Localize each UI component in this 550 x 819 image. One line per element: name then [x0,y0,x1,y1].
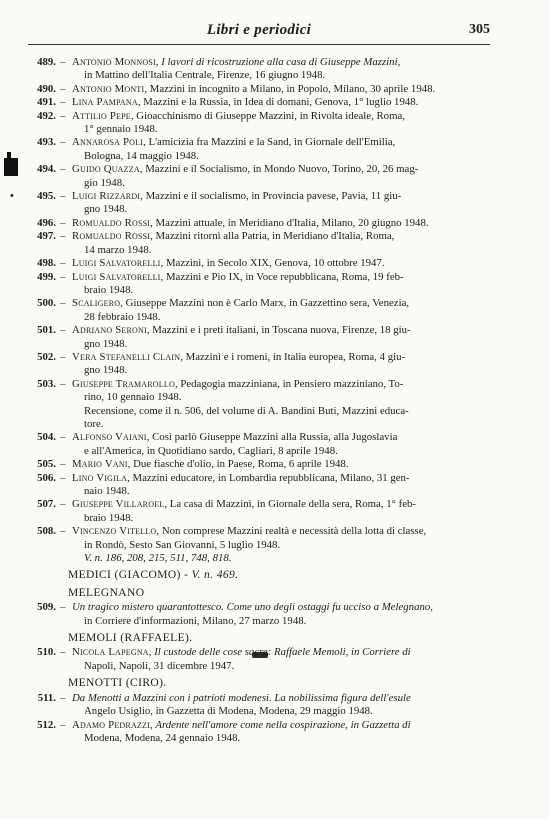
entry-511: 511. – Da Menotti a Mazzini con i patrioti modenesi. La nobilissima figura dell'esule Angelo Usiglio, in Gazzetta di Modena, Modena, 29 maggio 1948. [22,692,492,719]
entry-490: 490. – Antonio Monti, Mazzini in incognito a Milano, in Popolo, Milano, 30 aprile 1948. [22,83,492,96]
bibliography-list [10,56,492,745]
entry-number: 503. [37,377,56,390]
entry-508: 508. – Vincenzo Vitello, Non comprese Mazzini realtà e necessità della lotta di classe, in Rondò, Sesto San Giovanni, 5 luglio 1948. V. n. 186, 208, 215, 511, 748, 818. [22,525,492,565]
entry-489: 489. – Antonio Monnosi, I lavori di ricostruzione alla casa di Giuseppe Mazzini, in Mattino dell'Italia Centrale, Firenze, 16 giugno 1948. [22,56,492,83]
entry-text-cont: Angelo Usiglio, in Gazzetta di Modena, Modena, 29 maggio 1948. [84,705,373,718]
page-number: 305 [469,22,490,37]
entry-number: 508. [37,525,56,538]
entry-text: Mazzini e i romeni, in Italia europea, Roma, 4 giu- [185,350,406,363]
entry-text-cont: braio 1948. [84,283,134,296]
entry-number: 498. [37,257,56,270]
entry-text: Gioacchinismo di Giuseppe Mazzini, in Rivolta ideale, Roma, [136,109,405,122]
entry-text-cont: e all'America, in Quotidiano sardo, Cagliari, 8 aprile 1948. [84,444,338,457]
entry-text-cont: gno 1948. [84,364,128,377]
entry-text: Mazzini e Pio IX, in Voce repubblicana, Roma, 19 feb- [165,270,404,283]
entry-author: Luigi Salvatorelli [72,270,161,283]
entry-text: Mazzini in incognito a Milano, in Popolo, Milano, 30 aprile 1948. [149,82,436,95]
entry-author: Antonio Monti [72,82,145,95]
section-heading-memoli [22,632,492,645]
entry-author: Vera Stefanelli Clain [72,350,181,363]
entry-496: 496. – Romualdo Rossi, Mazzini attuale, in Meridiano d'Italia, Milano, 20 giugno 1948. [22,217,492,230]
entry-494: 494. – Guido Quazza, Mazzini e il Socialismo, in Mondo Nuovo, Torino, 20, 26 mag- gio 1948. [22,163,492,190]
entry-text: Mazzini attuale, in Meridiano d'Italia, Milano, 20 giugno 1948. [155,216,429,229]
entry-number: 504. [37,431,56,444]
entry-author: Vincenzo Vitello [72,525,157,538]
entry-author: Annarosa Poli [72,136,144,149]
entry-text-cont: in Mattino dell'Italia Centrale, Firenze, 16 giugno 1948. [84,69,326,82]
cross-reference: V. n. 186, 208, 215, 511, 748, 818. [84,552,232,565]
entry-text-cont: gio 1948. [84,176,125,189]
entry-author: Giuseppe Tramarollo [72,377,175,390]
entry-review: Recensione, come il n. 506, del volume di A. Bandini Buti, Mazzini educa- [84,404,409,417]
entry-number: 509. [37,601,56,614]
entry-text: Mazzini, in Secolo XIX, Genova, 10 ottobre 1947. [165,257,385,270]
entry-497: 497. – Romualdo Rossi, Mazzini ritornì alla Patria, in Meridiano d'Italia, Roma, 14 marzo 1948. [22,230,492,257]
section-crossref: V. n. 469. [191,569,239,582]
entry-number: 490. [37,82,56,95]
entry-author: Guido Quazza [72,163,140,176]
entry-number: 511. [37,691,56,704]
entry-text: Il custode delle cose sacre: Raffaele Memoli, in Corriere di [154,646,411,659]
section-heading-medici [22,569,492,582]
entry-author: Alfonso Vaiani [72,431,147,444]
entry-number: 493. [37,136,56,149]
entry-text: Mazzini educatore, in Lombardia repubblicana, Milano, 31 gen- [132,471,410,484]
entry-author: Lino Vigila [72,471,128,484]
entry-author: Nicola Lapegna [72,646,149,659]
entry-number: 497. [37,230,56,243]
entry-506: 506. – Lino Vigila, Mazzini educatore, in Lombardia repubblicana, Milano, 31 gen- naio 1948. [22,472,492,499]
entry-number: 510. [37,646,56,659]
entry-text: Mazzini ritornì alla Patria, in Meridiano d'Italia, Roma, [155,230,395,243]
entry-509: 509. – Un tragico mistero quarantottesco. Come uno degli ostaggi fu ucciso a Melegnano, in Corriere d'informazioni, Milano, 27 marzo 1948. [22,601,492,628]
entry-text: Ardente nell'amore come nella cospirazione, in Gazzetta di [155,718,411,731]
entry-493: 493. – Annarosa Poli, L'amicizia fra Mazzini e la Sand, in Giornale dell'Emilia, Bologna, 14 maggio 1948. [22,136,492,163]
entry-text: Mazzini e il socialismo, in Provincia pavese, Pavia, 11 giu- [145,190,402,203]
entry-text: Mazzini e il Socialismo, in Mondo Nuovo, Torino, 20, 26 mag- [145,163,419,176]
entry-number: 492. [37,109,56,122]
entry-492: 492. – Attilio Pepe, Gioacchinismo di Giuseppe Mazzini, in Rivolta ideale, Roma, 1° gennaio 1948. [22,110,492,137]
margin-mark: • [10,190,14,203]
entry-text: Pedagogia mazziniana, in Pensiero mazziniano, To- [180,377,404,390]
section-title: MEMOLI (RAFFAELE). [68,632,193,645]
entry-author: Romualdo Rossi [72,230,151,243]
entry-text: La casa di Mazzini, in Giornale della sera, Roma, 1° feb- [169,498,417,511]
entry-author: Scaligero [72,297,121,310]
entry-number: 507. [37,498,56,511]
entry-author: Attilio Pepe [72,109,131,122]
entry-text: Due fiasche d'olio, in Paese, Roma, 6 aprile 1948. [133,458,349,471]
entry-number: 500. [37,297,56,310]
entry-text: Non comprese Mazzini realtà e necessità della lotta di classe, [161,525,427,538]
entry-number: 499. [37,270,56,283]
entry-text-cont: naio 1948. [84,485,130,497]
entry-number: 505. [37,458,56,471]
entry-text: Mazzini e i preti italiani, in Toscana nuova, Firenze, 18 giu- [152,324,411,337]
ink-blot [4,158,18,176]
entry-503: 503. – Giuseppe Tramarollo, Pedagogia mazziniana, in Pensiero mazziniano, To- rino, 10 gennaio 1948. Recensione, come il n. 506, del volume di A. Bandini Buti, Mazzini educa- tore. [22,378,492,432]
entry-author: Giuseppe Villaroel [72,498,165,511]
entry-number: 501. [37,324,56,337]
entry-text-cont: braio 1948. [84,511,134,524]
entry-text-cont: gno 1948. [84,203,128,216]
running-title: Libri e periodici [206,22,312,38]
entry-text-cont: Modena, Modena, 24 gennaio 1948. [84,731,241,744]
entry-text-cont: in Corriere d'informazioni, Milano, 27 marzo 1948. [84,614,307,627]
entry-number: 489. [37,56,56,68]
entry-number: 495. [37,190,56,203]
entry-author: Adamo Pedrazzi [72,718,150,731]
entry-author: Luigi Salvatorelli [72,257,161,270]
entry-505: 505. – Mario Vani, Due fiasche d'olio, in Paese, Roma, 6 aprile 1948. [22,458,492,471]
entry-507: 507. – Giuseppe Villaroel, La casa di Mazzini, in Giornale della sera, Roma, 1° feb- braio 1948. [22,498,492,525]
entry-author: Antonio Monnosi [72,56,156,68]
entry-text-cont: rino, 10 gennaio 1948. [84,391,182,404]
entry-491: 491. – Lina Pampana, Mazzini e la Russia, in Idea di domani, Genova, 1° luglio 1948. [22,96,492,109]
entry-501: 501. – Adriano Seroni, Mazzini e i preti italiani, in Toscana nuova, Firenze, 18 giu- gno 1948. [22,324,492,351]
entry-author: Luigi Rizzardi [72,190,141,203]
entry-text: Giuseppe Mazzini non è Carlo Marx, in Gazzettino sera, Venezia, [125,297,410,310]
entry-510: 510. – Nicola Lapegna, Il custode delle cose sacre: Raffaele Memoli, in Corriere di Napoli, Napoli, 31 dicembre 1947. [22,646,492,673]
entry-text-cont: 1° gennaio 1948. [84,123,158,136]
entry-number: 506. [37,471,56,484]
entry-text-cont: in Rondò, Sesto San Giovanni, 5 luglio 1948. [84,538,281,551]
entry-text-cont: 28 febbraio 1948. [84,310,161,323]
entry-498: 498. – Luigi Salvatorelli, Mazzini, in Secolo XIX, Genova, 10 ottobre 1947. [22,257,492,270]
entry-text: Mazzini e la Russia, in Idea di domani, Genova, 1° luglio 1948. [143,96,419,109]
entry-author: Lina Pampana [72,96,138,109]
entry-text: Da Menotti a Mazzini con i patrioti modenesi. La nobilissima figura dell'esule [72,691,411,704]
entry-number: 491. [37,96,56,109]
entry-number: 494. [37,163,56,176]
entry-text-cont: Bologna, 14 maggio 1948. [84,149,199,162]
entry-text-cont: gno 1948. [84,337,128,350]
entry-text: Così parlò Giuseppe Mazzini alla Russia, alla Jugoslavia [152,431,398,444]
entry-text: I lavori di ricostruzione alla casa di Giuseppe Mazzini, [161,56,401,68]
entry-review-cont: tore. [84,417,104,430]
section-title: MEDICI (GIACOMO) - [68,569,189,582]
entry-number: 502. [37,350,56,363]
entry-500: 500. – Scaligero, Giuseppe Mazzini non è Carlo Marx, in Gazzettino sera, Venezia, 28 febbraio 1948. [22,297,492,324]
entry-number: 496. [37,216,56,229]
entry-504: 504. – Alfonso Vaiani, Così parlò Giuseppe Mazzini alla Russia, alla Jugoslavia e all'America, in Quotidiano sardo, Cagliari, 8 aprile 1948. [22,431,492,458]
entry-text-cont: 14 marzo 1948. [84,243,152,256]
entry-author: Adriano Seroni [72,324,147,337]
entry-text: Un tragico mistero quarantottesco. Come uno degli ostaggi fu ucciso a Melegnano, [72,601,433,614]
section-heading-melegnano [22,587,492,600]
section-title: MELEGNANO [68,586,145,599]
entry-495: • 495. – Luigi Rizzardi, Mazzini e il socialismo, in Provincia pavese, Pavia, 11 giu- gno 1948. [22,190,492,217]
running-head [28,22,490,45]
entry-512: 512. – Adamo Pedrazzi, Ardente nell'amore come nella cospirazione, in Gazzetta di Modena, Modena, 24 gennaio 1948. [22,719,492,746]
entry-502: 502. – Vera Stefanelli Clain, Mazzini e i romeni, in Italia europea, Roma, 4 giu- gno 1948. [22,351,492,378]
entry-text: L'amicizia fra Mazzini e la Sand, in Giornale dell'Emilia, [148,136,396,149]
entry-number: 512. [37,718,56,731]
entry-author: Mario Vani [72,458,128,471]
entry-499: 499. – Luigi Salvatorelli, Mazzini e Pio IX, in Voce repubblicana, Roma, 19 feb- braio 1948. [22,271,492,298]
section-heading-menotti [22,677,492,690]
section-title: MENOTTI (CIRO). [68,677,167,690]
entry-text-cont: Napoli, Napoli, 31 dicembre 1947. [84,659,235,672]
entry-author: Romualdo Rossi [72,216,151,229]
